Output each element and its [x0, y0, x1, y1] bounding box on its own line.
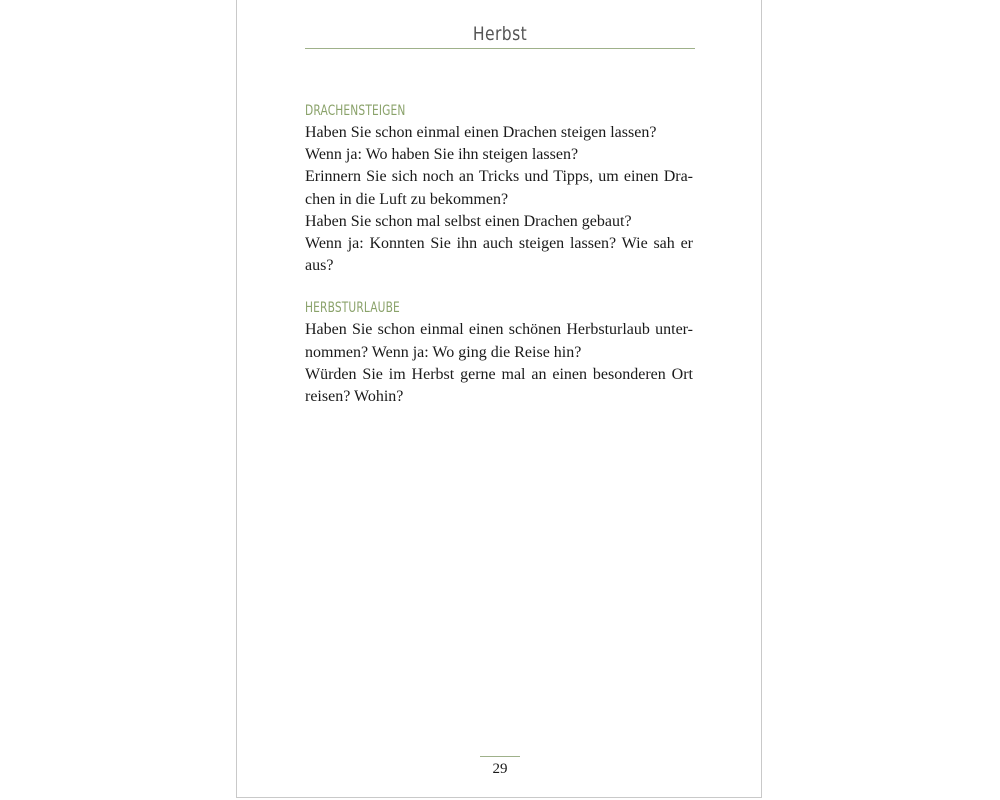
section-body	[305, 122, 693, 277]
section-title: DRACHENSTEIGEN	[305, 103, 406, 119]
page-number: 29	[492, 761, 508, 777]
text-line: Würden Sie im Herbst gerne mal an einen besonderen Ort	[305, 365, 693, 383]
text-line: Wenn ja: Wo haben Sie ihn steigen lassen?	[305, 146, 579, 164]
text-line: nommen? Wenn ja: Wo ging die Reise hin?	[305, 343, 582, 361]
footer-rule	[480, 756, 520, 757]
text-line: Wenn ja: Konnten Sie ihn auch steigen lassen? Wie sah er	[305, 235, 693, 253]
text-line: reisen? Wohin?	[305, 388, 404, 406]
text-line: aus?	[305, 257, 334, 275]
running-head: Herbst	[472, 23, 528, 45]
section-herbsturlaube	[305, 297, 693, 408]
book-page	[236, 0, 762, 798]
page-content	[305, 100, 693, 428]
text-line: Haben Sie schon mal selbst einen Drachen gebaut?	[305, 212, 632, 230]
text-line: Haben Sie schon einmal einen Drachen steigen lassen?	[305, 124, 657, 141]
section-body	[305, 319, 693, 408]
section-title: HERBSTURLAUBE	[305, 300, 400, 317]
header-rule	[305, 48, 695, 49]
section-drachensteigen	[305, 100, 693, 277]
text-line: Haben Sie schon einmal einen schönen Herbsturlaub unter-	[305, 321, 693, 339]
text-line: chen in die Luft zu bekommen?	[305, 190, 509, 208]
text-line: Erinnern Sie sich noch an Tricks und Tipps, um einen Dra-	[305, 168, 693, 186]
